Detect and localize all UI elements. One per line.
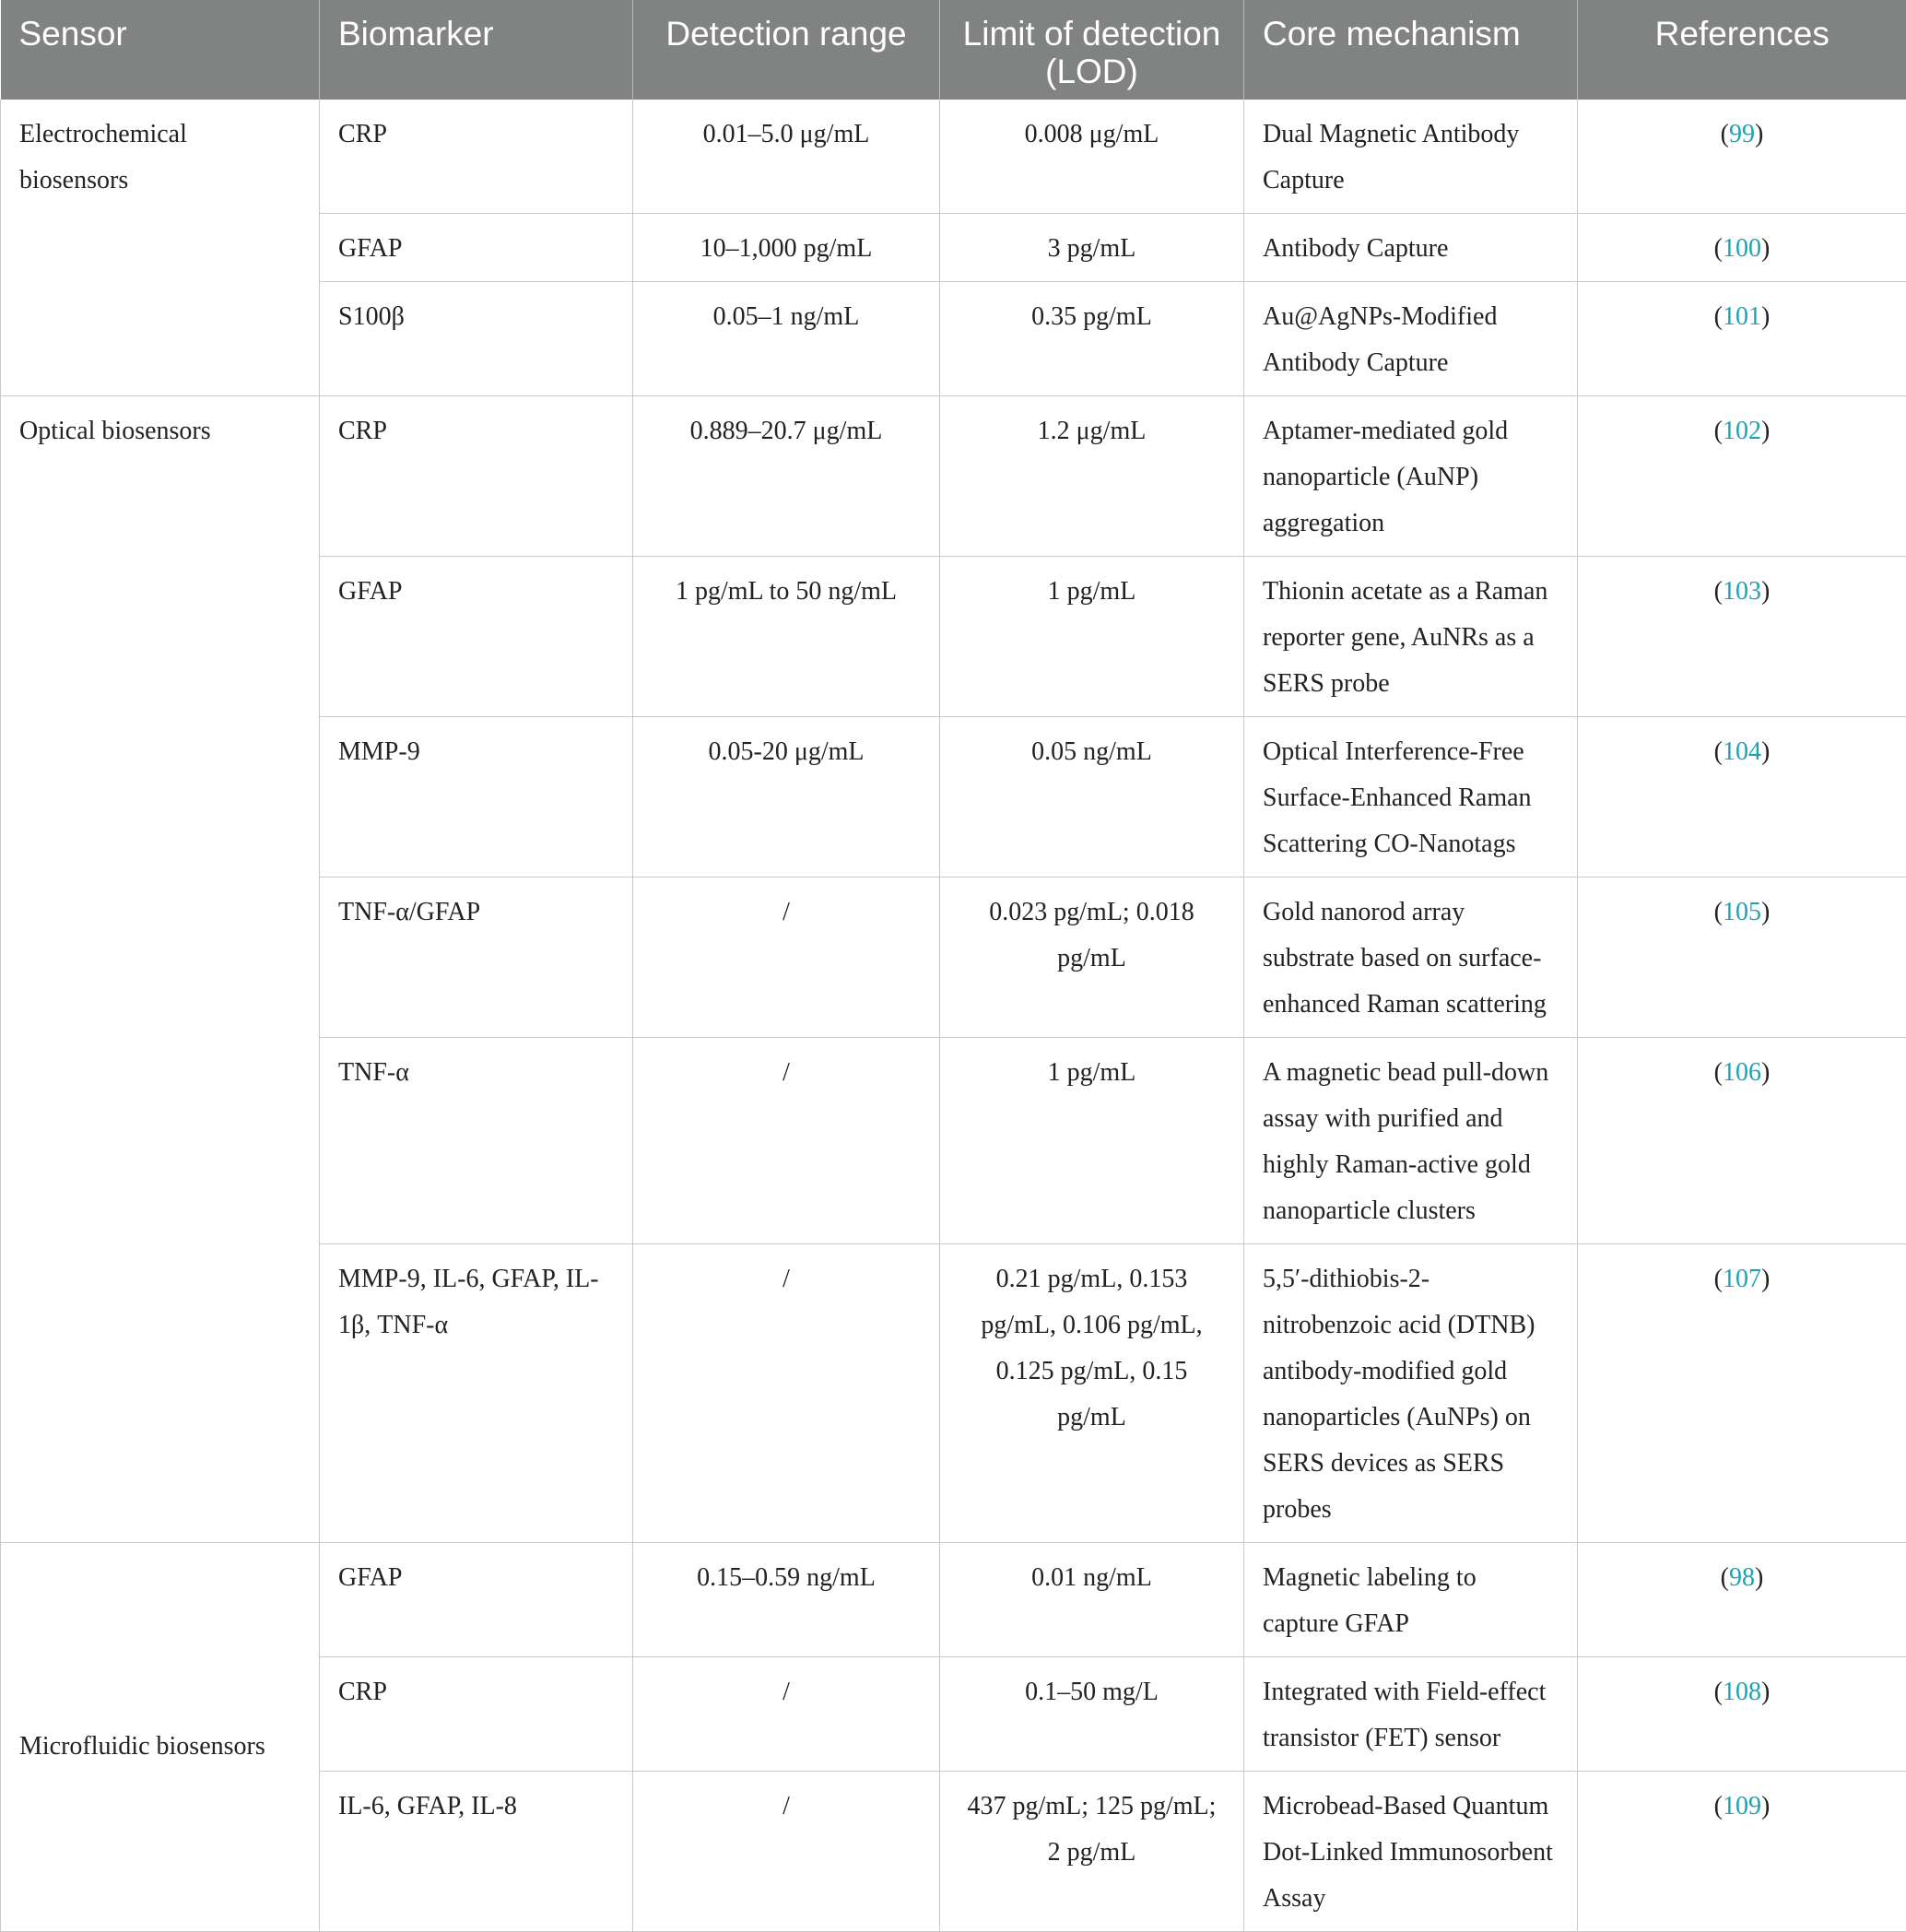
reference-cell: (106) [1578, 1038, 1906, 1244]
table-row [1, 1543, 1906, 1657]
reference-cell: (109) [1578, 1772, 1906, 1932]
lod-cell: 1 pg/mL [940, 1038, 1244, 1244]
biomarker-cell: MMP-9 [320, 717, 633, 878]
mechanism-cell: A magnetic bead pull-down assay with purified and highly Raman-active gold nanoparticle clusters [1244, 1038, 1578, 1244]
lod-cell: 0.35 pg/mL [940, 282, 1244, 396]
lod-cell: 0.023 pg/mL; 0.018 pg/mL [940, 878, 1244, 1038]
reference-link[interactable]: 102 [1723, 417, 1761, 445]
reference-cell: (107) [1578, 1244, 1906, 1543]
lod-cell: 0.008 μg/mL [940, 100, 1244, 214]
mechanism-cell: 5,5′-dithiobis-2-nitrobenzoic acid (DTNB) antibody-modified gold nanoparticles (AuNPs) on SERS devices as SERS probes [1244, 1244, 1578, 1543]
biomarker-cell: TNF-α [320, 1038, 633, 1244]
sensor-cell-electrochemical: Electrochemical biosensors [1, 100, 320, 396]
reference-cell: (98) [1578, 1543, 1906, 1657]
biomarker-cell: CRP [320, 396, 633, 557]
range-cell: 10–1,000 pg/mL [633, 214, 940, 282]
lod-cell: 0.01 ng/mL [940, 1543, 1244, 1657]
lod-cell: 0.21 pg/mL, 0.153 pg/mL, 0.106 pg/mL, 0.125 pg/mL, 0.15 pg/mL [940, 1244, 1244, 1543]
header-mechanism: Core mechanism [1244, 0, 1578, 100]
range-cell: 0.889–20.7 μg/mL [633, 396, 940, 557]
header-detection-range: Detection range [633, 0, 940, 100]
mechanism-cell: Magnetic labeling to capture GFAP [1244, 1543, 1578, 1657]
range-cell: / [633, 1038, 940, 1244]
biomarker-cell: MMP-9, IL-6, GFAP, IL-1β, TNF-α [320, 1244, 633, 1543]
reference-cell: (104) [1578, 717, 1906, 878]
reference-link[interactable]: 105 [1723, 898, 1761, 926]
reference-link[interactable]: 107 [1723, 1265, 1761, 1293]
lod-cell: 1.2 μg/mL [940, 396, 1244, 557]
range-cell: 0.01–5.0 μg/mL [633, 100, 940, 214]
mechanism-cell: Gold nanorod array substrate based on surface-enhanced Raman scattering [1244, 878, 1578, 1038]
lod-cell: 3 pg/mL [940, 214, 1244, 282]
table-row [1, 100, 1906, 214]
range-cell: / [633, 1244, 940, 1543]
range-cell: 0.05-20 μg/mL [633, 717, 940, 878]
reference-link[interactable]: 99 [1729, 120, 1755, 148]
reference-link[interactable]: 106 [1723, 1058, 1761, 1087]
reference-link[interactable]: 103 [1723, 577, 1761, 606]
lod-cell: 0.05 ng/mL [940, 717, 1244, 878]
reference-link[interactable]: 98 [1729, 1563, 1755, 1592]
range-cell: 1 pg/mL to 50 ng/mL [633, 557, 940, 717]
header-biomarker: Biomarker [320, 0, 633, 100]
lod-cell: 437 pg/mL; 125 pg/mL; 2 pg/mL [940, 1772, 1244, 1932]
table-row [1, 396, 1906, 557]
biomarker-cell: S100β [320, 282, 633, 396]
header-references: References [1578, 0, 1906, 100]
biomarker-cell: GFAP [320, 214, 633, 282]
range-cell: / [633, 1772, 940, 1932]
lod-cell: 0.1–50 mg/L [940, 1657, 1244, 1772]
reference-cell: (105) [1578, 878, 1906, 1038]
reference-cell: (100) [1578, 214, 1906, 282]
range-cell: 0.15–0.59 ng/mL [633, 1543, 940, 1657]
mechanism-cell: Dual Magnetic Antibody Capture [1244, 100, 1578, 214]
reference-link[interactable]: 109 [1723, 1792, 1761, 1820]
reference-link[interactable]: 104 [1723, 737, 1761, 766]
reference-cell: (102) [1578, 396, 1906, 557]
mechanism-cell: Microbead-Based Quantum Dot-Linked Immunosorbent Assay [1244, 1772, 1578, 1932]
reference-link[interactable]: 108 [1723, 1678, 1761, 1706]
mechanism-cell: Thionin acetate as a Raman reporter gene, AuNRs as a SERS probe [1244, 557, 1578, 717]
reference-cell: (103) [1578, 557, 1906, 717]
header-row [1, 0, 1906, 100]
mechanism-cell: Aptamer-mediated gold nanoparticle (AuNP) aggregation [1244, 396, 1578, 557]
mechanism-cell: Integrated with Field-effect transistor (FET) sensor [1244, 1657, 1578, 1772]
lod-cell: 1 pg/mL [940, 557, 1244, 717]
mechanism-cell: Antibody Capture [1244, 214, 1578, 282]
biomarker-cell: GFAP [320, 1543, 633, 1657]
mechanism-cell: Au@AgNPs-Modified Antibody Capture [1244, 282, 1578, 396]
range-cell: / [633, 878, 940, 1038]
header-lod: Limit of detection (LOD) [940, 0, 1244, 100]
biomarker-cell: TNF-α/GFAP [320, 878, 633, 1038]
sensor-cell-microfluidic: Microfluidic biosensors [1, 1543, 320, 1932]
sensor-cell-optical: Optical biosensors [1, 396, 320, 1543]
mechanism-cell: Optical Interference-Free Surface-Enhanced Raman Scattering CO-Nanotags [1244, 717, 1578, 878]
reference-cell: (99) [1578, 100, 1906, 214]
biomarker-cell: CRP [320, 100, 633, 214]
reference-cell: (101) [1578, 282, 1906, 396]
reference-link[interactable]: 100 [1723, 234, 1761, 263]
range-cell: / [633, 1657, 940, 1772]
biomarker-cell: CRP [320, 1657, 633, 1772]
reference-link[interactable]: 101 [1723, 302, 1761, 331]
biomarker-cell: GFAP [320, 557, 633, 717]
biomarker-cell: IL-6, GFAP, IL-8 [320, 1772, 633, 1932]
header-sensor: Sensor [1, 0, 320, 100]
range-cell: 0.05–1 ng/mL [633, 282, 940, 396]
reference-cell: (108) [1578, 1657, 1906, 1772]
